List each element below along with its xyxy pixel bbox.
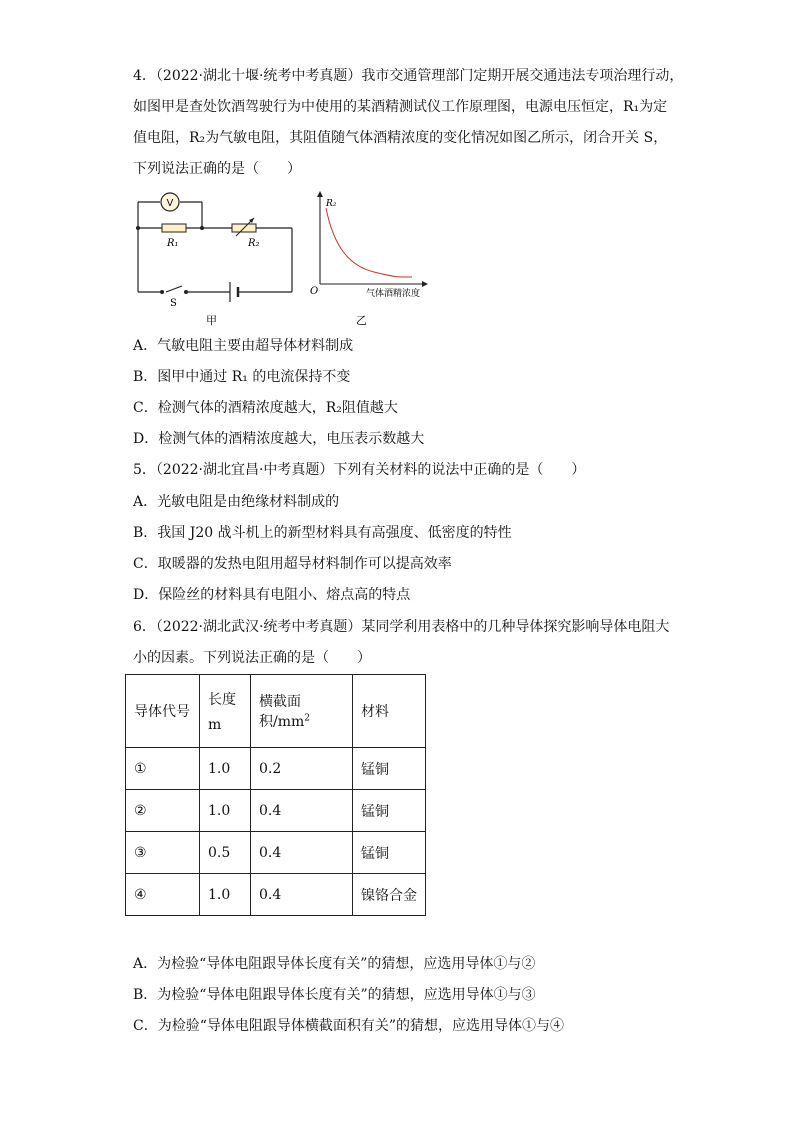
q5-stem: 5．（2022·湖北宜昌·中考真题）下列有关材料的说法中正确的是（ ） [133, 462, 586, 478]
graph-origin-label: O [310, 286, 319, 297]
cell-area: 0.4 [251, 874, 353, 916]
q4-stem-line-3: 值电阻，R₂为气敏电阻，其阻值随气体酒精浓度的变化情况如图乙所示，闭合开关 S， [133, 130, 668, 146]
table-row [126, 832, 426, 874]
resistor-r1-icon [162, 224, 186, 232]
cell-material: 镍铬合金 [353, 874, 426, 916]
cell-length: 0.5 [200, 832, 251, 874]
q5-option-a: A．光敏电阻是由绝缘材料制成的 [133, 494, 340, 510]
q4-option-c: C．检测气体的酒精浓度越大，R₂阻值越大 [133, 400, 398, 416]
battery-icon [230, 282, 238, 302]
cell-material: 锰铜 [353, 748, 426, 790]
header-area-label: 横截面积/mm [259, 694, 305, 730]
table-row [126, 790, 426, 832]
q4-stem-line-1: 4．（2022·湖北十堰·统考中考真题）我市交通管理部门定期开展交通违法专项治理行动， [133, 68, 684, 84]
q6-option-c: C．为检验“导体电阻跟导体横截面积有关”的猜想，应选用导体①与④ [133, 1018, 565, 1034]
q4-option-a: A．气敏电阻主要由超导体材料制成 [133, 338, 354, 354]
q5-option-d: D．保险丝的材料具有电阻小、熔点高的特点 [133, 587, 411, 603]
table-row [126, 748, 426, 790]
circuit-caption: 甲 [206, 314, 217, 327]
circuit-diagram [138, 202, 292, 292]
voltmeter-label: V [166, 198, 174, 209]
q6-option-b: B．为检验“导体电阻跟导体长度有关”的猜想，应选用导体①与③ [133, 987, 536, 1003]
switch-contact-icon [184, 290, 188, 294]
cell-material: 锰铜 [353, 790, 426, 832]
cell-area: 0.4 [251, 790, 353, 832]
junction-dot-left [136, 226, 140, 230]
graph-y-label: R₂ [326, 199, 337, 209]
voltmeter-icon [161, 193, 179, 211]
r2-label: R₂ [248, 238, 260, 249]
cell-code: ④ [126, 874, 200, 916]
q6-stem-line-1: 6．（2022·湖北武汉·统考中考真题）某同学利用表格中的几种导体探究影响导体电阻大 [133, 619, 670, 635]
q4-option-b: B．图甲中通过 R₁ 的电流保持不变 [133, 369, 351, 385]
header-area [251, 675, 353, 748]
switch-label: S [170, 298, 177, 309]
header-conductor-code: 导体代号 [126, 675, 200, 748]
cell-area: 0.4 [251, 832, 353, 874]
table-header-row [126, 675, 426, 748]
header-length [200, 675, 251, 748]
graph-caption: 乙 [356, 314, 367, 327]
table-row [126, 874, 426, 916]
cell-code: ① [126, 748, 200, 790]
q4-stem-line-2: 如图甲是查处饮酒驾驶行为中使用的某酒精测试仪工作原理图，电源电压恒定，R₁为定 [133, 99, 668, 115]
r1-label: R₁ [167, 238, 179, 249]
cell-length: 1.0 [200, 874, 251, 916]
q4-option-d: D．检测气体的酒精浓度越大，电压表示数越大 [133, 431, 425, 447]
header-material: 材料 [353, 675, 426, 748]
resistance-curve [326, 208, 412, 277]
header-area-exponent: 2 [304, 713, 311, 724]
junction-dot-right [200, 226, 204, 230]
switch-pivot-icon [160, 290, 164, 294]
header-length-unit: m [208, 717, 222, 733]
cell-code: ③ [126, 832, 200, 874]
cell-length: 1.0 [200, 790, 251, 832]
cell-length: 1.0 [200, 748, 251, 790]
q6-stem-line-2: 小的因素。下列说法正确的是（ ） [133, 650, 371, 666]
cell-material: 锰铜 [353, 832, 426, 874]
q5-option-b: B．我国 J20 战斗机上的新型材料具有高强度、低密度的特性 [133, 525, 512, 541]
q4-stem-line-4: 下列说法正确的是（ ） [133, 161, 301, 177]
cell-area: 0.2 [251, 748, 353, 790]
q4-figure [130, 186, 450, 328]
header-length-label: 长度 [208, 692, 236, 708]
q5-option-c: C．取暖器的发热电阻用超导材料制作可以提高效率 [133, 556, 452, 572]
conductor-table [125, 674, 426, 916]
cell-code: ② [126, 790, 200, 832]
graph-x-label: 气体酒精浓度 [366, 289, 421, 299]
q6-option-a: A．为检验“导体电阻跟导体长度有关”的猜想，应选用导体①与② [133, 956, 536, 972]
